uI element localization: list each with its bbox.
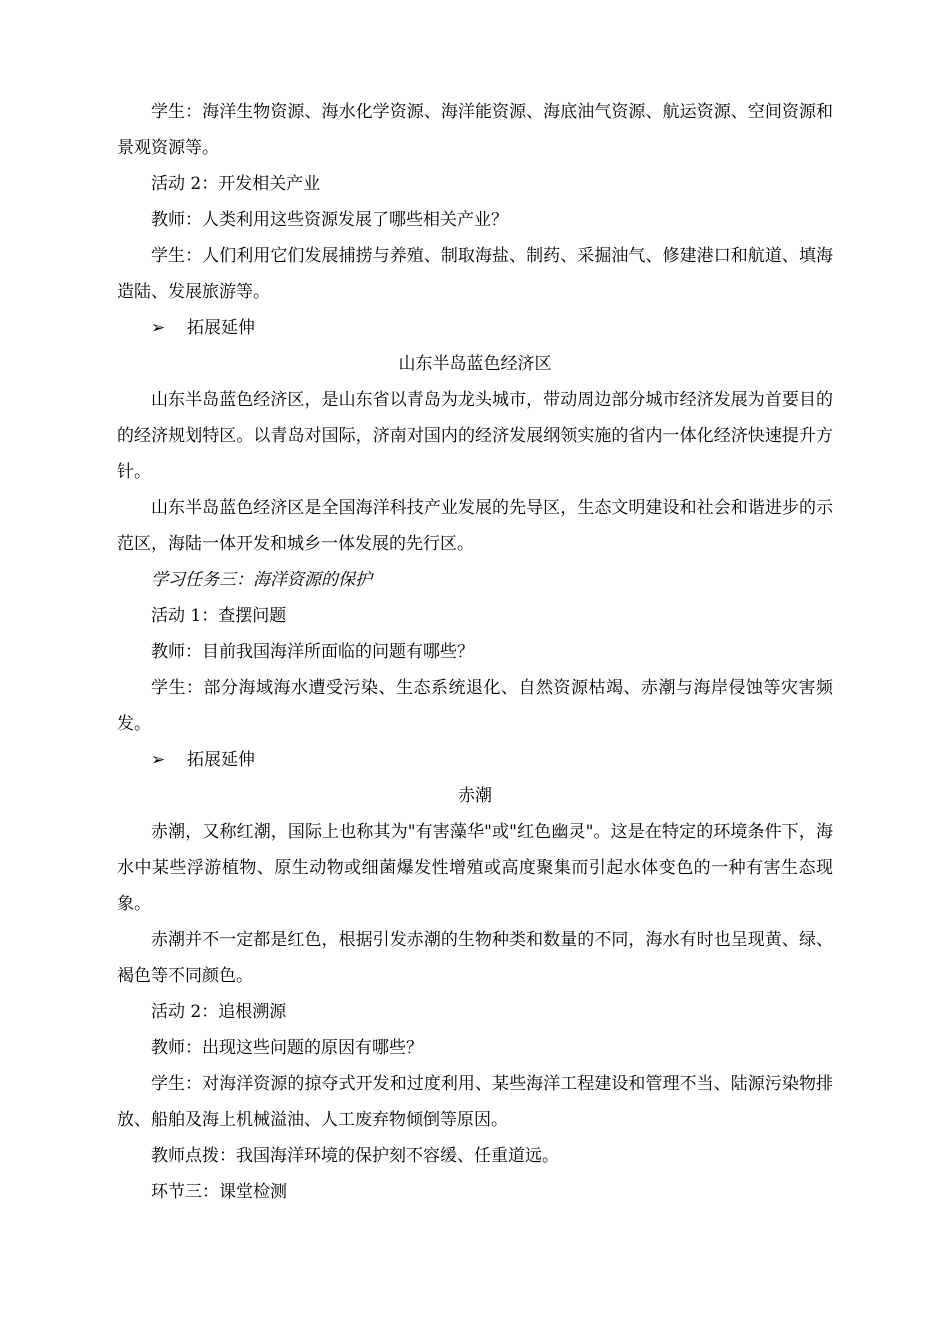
section-title-red-tide: 赤潮 (458, 786, 492, 806)
bullet-extension-1 (117, 310, 833, 346)
paragraph-red-tide-1: 赤潮，又称红潮，国际上也称其为"有害藻华"或"红色幽灵"。这是在特定的环境条件下，海水中某些浮游植物、原生动物或细菌爆发性增殖或高度聚集而引起水体变色的一种有害生态现象。 (117, 822, 833, 914)
arrow-bullet-icon: ➢ (151, 750, 166, 770)
teacher-question-causes: 教师：出现这些问题的原因有哪些？ (151, 1038, 423, 1058)
document-body (117, 94, 833, 1210)
teacher-question-industries: 教师：人类利用这些资源发展了哪些相关产业？ (151, 210, 508, 230)
learning-task-3-heading: 学习任务三：海洋资源的保护 (151, 570, 372, 590)
section-title-shandong: 山东半岛蓝色经济区 (398, 354, 552, 374)
activity-1-heading: 活动 1：查摆问题 (151, 606, 287, 626)
teacher-guidance: 教师点拨：我国海洋环境的保护刻不容缓、任重道远。 (151, 1146, 559, 1166)
bullet-label: 拓展延伸 (187, 750, 255, 770)
teacher-question-problems: 教师：目前我国海洋所面临的问题有哪些？ (151, 642, 474, 662)
activity-2-heading: 活动 2：开发相关产业 (151, 174, 321, 194)
bullet-extension-2 (117, 742, 833, 778)
paragraph-shandong-2: 山东半岛蓝色经济区是全国海洋科技产业发展的先导区，生态文明建设和社会和谐进步的示范区，海陆一体开发和城乡一体发展的先行区。 (117, 498, 833, 554)
paragraph-student-answer-problems: 学生：部分海域海水遭受污染、生态系统退化、自然资源枯竭、赤潮与海岸侵蚀等灾害频发。 (117, 678, 833, 734)
arrow-bullet-icon: ➢ (151, 318, 166, 338)
paragraph-student-answer-industries: 学生：人们利用它们发展捕捞与养殖、制取海盐、制药、采掘油气、修建港口和航道、填海造陆、发展旅游等。 (117, 246, 833, 302)
activity-2-root-cause-heading: 活动 2：追根溯源 (151, 1002, 287, 1022)
paragraph-student-answer-causes: 学生：对海洋资源的掠夺式开发和过度利用、某些海洋工程建设和管理不当、陆源污染物排放、船舶及海上机械溢油、人工废弃物倾倒等原因。 (117, 1074, 833, 1130)
bullet-label: 拓展延伸 (187, 318, 255, 338)
stage-3-heading: 环节三：课堂检测 (151, 1182, 287, 1202)
paragraph-student-answer-resources: 学生：海洋生物资源、海水化学资源、海洋能资源、海底油气资源、航运资源、空间资源和景观资源等。 (117, 102, 833, 158)
paragraph-red-tide-2: 赤潮并不一定都是红色，根据引发赤潮的生物种类和数量的不同，海水有时也呈现黄、绿、褐色等不同颜色。 (117, 930, 833, 986)
paragraph-shandong-1: 山东半岛蓝色经济区，是山东省以青岛为龙头城市，带动周边部分城市经济发展为首要目的的经济规划特区。以青岛对国际，济南对国内的经济发展纲领实施的省内一体化经济快速提升方针。 (117, 390, 833, 482)
